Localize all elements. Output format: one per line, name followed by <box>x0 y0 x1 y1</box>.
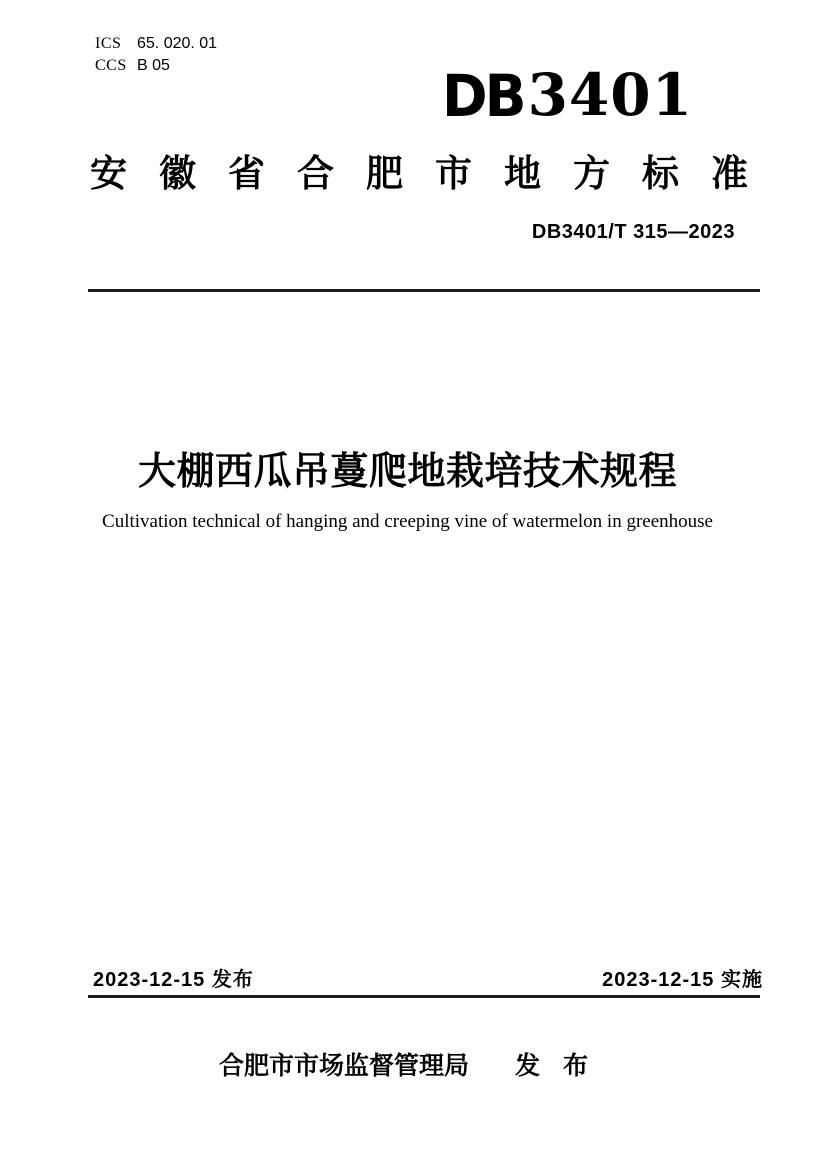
issue-date: 2023-12-15 发布 <box>93 969 254 991</box>
document-title-chinese: 大棚西瓜吊蔓爬地栽培技术规程 <box>137 451 677 493</box>
db-standard-logo <box>441 61 693 130</box>
classification-block <box>95 33 217 77</box>
footer-divider-line <box>88 995 760 998</box>
standard-type-char: 合 <box>297 153 334 194</box>
standard-type-char: 准 <box>711 153 748 194</box>
standard-number: DB3401/T 315—2023 <box>531 221 735 243</box>
date-row <box>93 963 763 992</box>
logo-region-code: 3401 <box>527 61 693 129</box>
standard-type-char: 肥 <box>366 153 403 194</box>
standard-type-char: 标 <box>642 153 679 194</box>
ccs-label: CCS <box>95 57 127 74</box>
publisher-row <box>0 1046 815 1082</box>
standard-type-char: 地 <box>504 153 541 194</box>
document-title-english: Cultivation technical of hanging and creeping vine of watermelon in greenhouse <box>102 511 713 532</box>
ics-label: ICS <box>95 35 122 52</box>
ics-value: 65. 020. 01 <box>137 35 218 52</box>
standard-type-char: 徽 <box>159 153 196 194</box>
ics-row <box>95 33 217 55</box>
standard-type-char: 方 <box>573 153 610 194</box>
ccs-row <box>95 55 217 77</box>
standard-type-char: 市 <box>435 153 472 194</box>
ccs-value: B 05 <box>137 57 170 74</box>
standard-type-char: 省 <box>228 153 265 194</box>
header-divider-line <box>88 289 760 292</box>
logo-db-prefix: DB <box>441 62 524 130</box>
publisher-name: 合肥市市场监督管理局 <box>219 1052 470 1080</box>
implementation-date: 2023-12-15 实施 <box>602 969 763 991</box>
publish-label: 发 布 <box>515 1052 596 1080</box>
standard-type-heading <box>90 152 748 196</box>
standard-type-char: 安 <box>90 153 127 194</box>
